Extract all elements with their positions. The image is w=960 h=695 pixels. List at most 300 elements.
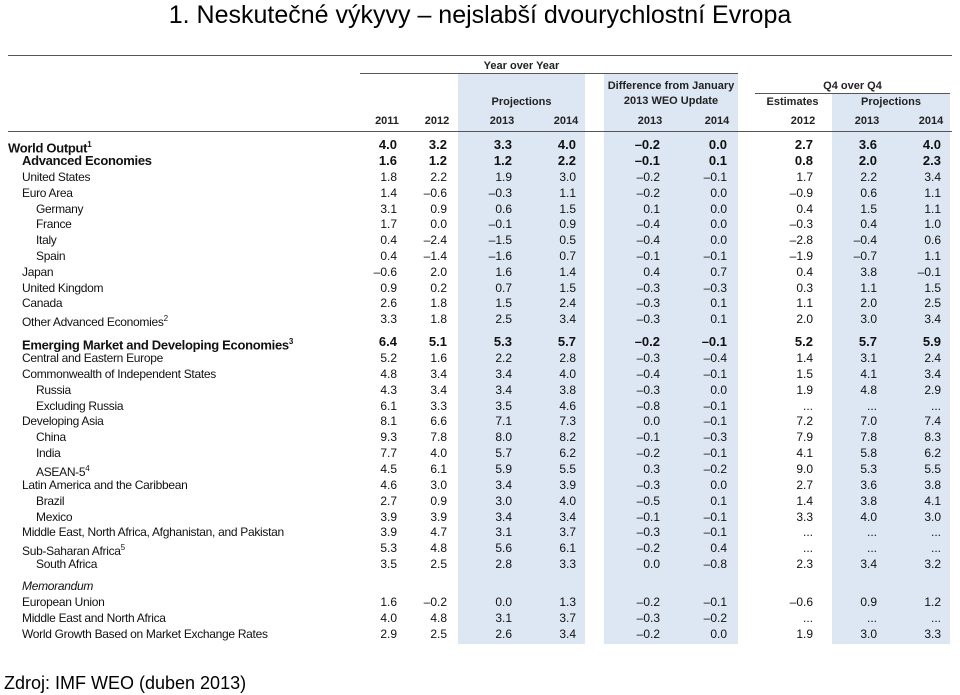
table-cell: 2.2 [430,170,447,184]
table-cell: 1.4 [796,351,813,365]
row-label [22,169,90,185]
table-cell: 0.0 [710,233,727,247]
table-cell: 2.6 [380,296,397,310]
table-cell: 2.3 [922,153,941,168]
table-cell: 4.6 [559,399,576,413]
table-cell: 2.2 [860,170,877,184]
table-cell: 3.0 [495,494,512,508]
top-rule [8,55,952,56]
table-cell: 1.3 [559,595,576,609]
table-cell: 0.1 [643,202,660,216]
table-cell: 7.0 [860,414,877,428]
table-cell: 3.1 [495,611,512,625]
table-cell: 5.5 [924,462,941,476]
table-cell: –0.2 [636,541,660,555]
table-cell: ... [802,611,813,625]
row-label-text: Italy [36,233,57,247]
table-cell: –0.2 [423,595,447,609]
footnote-marker: 5 [120,543,125,552]
table-row [0,540,960,556]
table-cell: 2.0 [796,312,813,326]
table-cell: 1.1 [924,186,941,200]
row-label-text: India [36,446,61,460]
table-row [0,334,960,353]
table-cell: 3.1 [380,202,397,216]
table-cell: –0.1 [703,414,727,428]
table-cell: 2.5 [430,557,447,571]
row-label [36,201,83,217]
row-label [22,626,268,642]
yoy-rule [360,73,738,74]
row-label [36,382,71,398]
table-cell: 7.1 [495,414,512,428]
table-cell: 3.3 [493,137,512,152]
table-cell: 3.0 [860,312,877,326]
header-q4-projections: Projections [861,96,921,108]
table-cell: 1.8 [430,296,447,310]
table-cell: 4.3 [380,383,397,397]
table-row [0,594,960,610]
table-cell: 7.8 [860,430,877,444]
row-label-text: Excluding Russia [36,399,124,413]
row-label-text: France [36,217,72,231]
table-cell: 3.4 [559,627,576,641]
table-cell: 3.8 [860,494,877,508]
table-cell: 0.7 [495,281,512,295]
footnote-marker: 4 [85,464,90,473]
table-cell: 4.7 [430,525,447,539]
row-label [22,413,104,429]
row-label [22,350,163,366]
table-cell: –0.2 [634,137,660,152]
table-row [0,280,960,296]
table-cell: 0.1 [710,494,727,508]
table-row [0,216,960,232]
table-cell: 7.3 [559,414,576,428]
table-cell: –0.1 [701,334,727,349]
table-cell: 0.8 [794,153,813,168]
table-row [0,461,960,477]
table-row [0,477,960,493]
table-row [0,169,960,185]
table-cell: 1.5 [559,281,576,295]
table-cell: –0.1 [917,265,941,279]
table-cell: 9.3 [380,430,397,444]
table-cell: –0.2 [636,186,660,200]
table-row [0,524,960,540]
header-difference-line1: Difference from January [607,80,735,92]
table-cell: 2.7 [796,478,813,492]
table-cell: 4.5 [380,462,397,476]
header-projections: Projections [491,96,552,108]
table-cell: 5.7 [557,334,576,349]
table-cell: 0.7 [710,265,727,279]
table-cell: –1.6 [488,249,512,263]
table-cell: 0.4 [796,265,813,279]
row-label-text: ASEAN-5 [36,465,86,479]
table-cell: –0.4 [703,351,727,365]
table-cell: 3.8 [924,478,941,492]
table-cell: 3.4 [924,367,941,381]
table-cell: 2.8 [559,351,576,365]
table-cell: 0.0 [710,217,727,231]
table-cell: 2.6 [495,627,512,641]
row-label [36,216,72,232]
table-cell: 1.2 [428,153,447,168]
row-label [36,445,61,461]
row-label [36,556,97,572]
table-cell: ... [930,541,941,555]
row-label-text: Developing Asia [22,414,104,428]
table-cell: 4.8 [430,541,447,555]
table-row [0,509,960,525]
table-row [0,493,960,509]
table-cell: 1.9 [796,383,813,397]
row-label-text: Middle East, North Africa, Afghanistan, and Pakistan [22,525,284,539]
table-cell: 5.8 [860,446,877,460]
table-cell: 3.3 [430,399,447,413]
row-label-text: European Union [22,595,105,609]
table-cell: 3.0 [559,170,576,184]
row-label [22,295,62,311]
table-cell: –0.3 [703,430,727,444]
table-cell: 1.5 [860,202,877,216]
table-row [0,382,960,398]
table-cell: 0.1 [710,312,727,326]
table-cell: 0.7 [559,249,576,263]
table-cell: ... [866,399,877,413]
table-cell: 2.0 [430,265,447,279]
table-cell: –0.8 [636,399,660,413]
table-cell: 0.0 [495,595,512,609]
table-row [0,556,960,572]
footnote-marker: 1 [87,140,92,149]
table-row [0,153,960,169]
table-cell: 0.0 [710,202,727,216]
table-cell: 3.3 [796,510,813,524]
table-cell: ... [866,541,877,555]
table-cell: 5.2 [380,351,397,365]
table-cell: 5.2 [794,334,813,349]
table-cell: 7.2 [796,414,813,428]
table-row [0,350,960,366]
table-cell: 3.4 [559,312,576,326]
table-cell: –0.3 [636,296,660,310]
table-cell: 5.7 [495,446,512,460]
table-row [0,413,960,429]
row-label-text: World Growth Based on Market Exchange Rates [22,627,268,641]
table-cell: 0.6 [924,233,941,247]
table-cell: 0.0 [643,414,660,428]
table-cell: –1.9 [789,249,813,263]
table-cell: 1.1 [796,296,813,310]
table-cell: 3.3 [559,557,576,571]
table-cell: 1.1 [559,186,576,200]
table-cell: –0.2 [636,170,660,184]
table-cell: 1.7 [380,217,397,231]
header-difference-line2: 2013 WEO Update [623,95,719,107]
table-cell: –1.4 [423,249,447,263]
table-cell: 3.2 [924,557,941,571]
table-cell: 1.1 [924,202,941,216]
table-cell: 2.5 [495,312,512,326]
table-cell: 4.0 [559,367,576,381]
table-row [0,610,960,626]
table-row [0,366,960,382]
table-cell: 5.5 [559,462,576,476]
row-label [22,366,216,382]
table-cell: 5.3 [860,462,877,476]
table-cell: ... [802,399,813,413]
table-cell: 5.9 [922,334,941,349]
table-cell: 5.9 [495,462,512,476]
table-cell: ... [802,541,813,555]
table-cell: 4.0 [922,137,941,152]
table-cell: ... [930,611,941,625]
table-cell: 3.0 [430,478,447,492]
table-cell: 2.9 [380,627,397,641]
table-cell: 3.5 [495,399,512,413]
table-cell: 2.9 [924,383,941,397]
row-label [36,509,72,525]
table-cell: 2.7 [794,137,813,152]
table-row [0,295,960,311]
table-cell: 3.7 [559,525,576,539]
row-label-text: Central and Eastern Europe [22,351,163,365]
table-cell: 6.6 [430,414,447,428]
table-cell: 1.5 [559,202,576,216]
table-cell: –0.1 [703,367,727,381]
table-cell: 1.4 [796,494,813,508]
table-cell: 3.6 [860,478,877,492]
row-label [22,594,105,610]
header-bottom-rule [8,131,952,132]
row-label [22,524,284,540]
table-cell: 4.0 [559,494,576,508]
table-cell: –0.3 [636,383,660,397]
row-label-text: Russia [36,383,71,397]
row-label [22,578,93,594]
table-cell: 0.0 [710,627,727,641]
q4-rule [755,93,950,94]
table-cell: –0.3 [636,312,660,326]
table-cell: 8.0 [495,430,512,444]
table-row [0,578,960,594]
table-cell: –0.1 [488,217,512,231]
table-cell: –0.4 [636,217,660,231]
table-cell: 4.1 [924,494,941,508]
table-cell: 1.8 [430,312,447,326]
table-cell: 6.4 [378,334,397,349]
table-cell: 3.3 [380,312,397,326]
table-cell: 1.5 [796,367,813,381]
table-cell: –0.1 [703,595,727,609]
table-cell: 9.0 [796,462,813,476]
table-cell: 6.2 [924,446,941,460]
row-label-text: Commonwealth of Independent States [22,367,216,381]
table-cell: 0.4 [380,233,397,247]
table-cell: –2.8 [789,233,813,247]
table-cell: 0.1 [708,153,727,168]
table-cell: 4.0 [557,137,576,152]
table-cell: –0.6 [373,265,397,279]
table-cell: 2.2 [495,351,512,365]
row-label-text: Canada [22,296,63,310]
table-cell: 0.3 [796,281,813,295]
table-cell: 3.4 [559,510,576,524]
row-label [22,610,166,626]
table-cell: 0.4 [643,265,660,279]
table-cell: 2.5 [924,296,941,310]
table-cell: 3.9 [380,510,397,524]
table-cell: 2.3 [796,557,813,571]
table-cell: 3.0 [860,627,877,641]
table-cell: –0.3 [636,351,660,365]
table-cell: 5.3 [493,334,512,349]
table-cell: 2.0 [858,153,877,168]
table-cell: 7.4 [924,414,941,428]
table-cell: –0.4 [636,367,660,381]
table-cell: –0.1 [636,249,660,263]
table-row [0,201,960,217]
year-header-5: 2014 [704,115,730,127]
row-label [22,185,73,201]
table-cell: –0.4 [853,233,877,247]
header-estimates: Estimates [766,96,819,108]
row-label-text: Middle East and North Africa [22,611,166,625]
table-cell: 4.0 [860,510,877,524]
table-cell: 5.6 [495,541,512,555]
table-cell: 3.2 [428,137,447,152]
row-label-text: Germany [36,202,84,216]
row-label-text: Sub-Saharan Africa [22,544,121,558]
table-cell: –0.3 [488,186,512,200]
table-cell: 6.1 [380,399,397,413]
table-cell: –0.9 [789,186,813,200]
table-cell: 5.3 [380,541,397,555]
table-cell: 0.9 [430,202,447,216]
table-cell: 4.6 [380,478,397,492]
table-cell: 4.8 [860,383,877,397]
row-label [36,429,66,445]
table-cell: 3.7 [559,611,576,625]
table-cell: 0.9 [860,595,877,609]
table-cell: –0.1 [703,249,727,263]
table-cell: 4.1 [796,446,813,460]
table-cell: 0.0 [430,217,447,231]
table-cell: 3.5 [380,557,397,571]
table-row [0,626,960,642]
row-label [22,153,152,169]
table-cell: 4.8 [430,611,447,625]
table-cell: –0.3 [636,281,660,295]
table-cell: 1.6 [430,351,447,365]
year-header-3: 2014 [553,115,579,127]
table-cell: –0.2 [636,595,660,609]
row-label-text: Euro Area [22,186,73,200]
table-row [0,248,960,264]
table-row [0,137,960,156]
row-label [22,477,187,493]
row-label-text: World Output [8,140,88,156]
table-cell: 2.8 [495,557,512,571]
table-cell: –0.5 [636,494,660,508]
table-cell: 0.4 [380,249,397,263]
row-label-text: United Kingdom [22,281,104,295]
table-cell: 4.1 [860,367,877,381]
table-cell: –0.3 [636,611,660,625]
table-cell: 8.1 [380,414,397,428]
table-cell: 2.4 [559,296,576,310]
table-cell: 0.0 [710,186,727,200]
growth-projections-table [0,54,960,644]
table-cell: 1.9 [495,170,512,184]
table-cell: 8.3 [924,430,941,444]
table-cell: –0.8 [703,557,727,571]
year-header-7: 2013 [854,115,880,127]
table-cell: –0.2 [634,334,660,349]
table-cell: 1.4 [559,265,576,279]
table-cell: 1.9 [796,627,813,641]
table-cell: 0.0 [643,557,660,571]
table-cell: 0.1 [710,296,727,310]
row-label-text: China [36,430,66,444]
table-cell: 1.1 [860,281,877,295]
table-cell: –0.1 [703,399,727,413]
table-cell: 0.5 [559,233,576,247]
table-row [0,429,960,445]
table-cell: ... [866,611,877,625]
table-cell: –0.1 [703,525,727,539]
table-cell: 2.7 [380,494,397,508]
table-cell: –0.1 [703,170,727,184]
table-cell: 1.2 [924,595,941,609]
row-label [36,248,65,264]
table-cell: –0.7 [853,249,877,263]
table-cell: 0.4 [710,541,727,555]
year-header-8: 2014 [918,115,944,127]
table-cell: 1.6 [378,153,397,168]
table-cell: 1.6 [380,595,397,609]
table-row [0,264,960,280]
table-row [0,445,960,461]
table-cell: 0.9 [430,494,447,508]
table-cell: –0.1 [636,430,660,444]
table-cell: 0.6 [860,186,877,200]
row-label [36,493,64,509]
table-row [0,311,960,327]
table-cell: ... [802,525,813,539]
table-cell: –0.4 [636,233,660,247]
slide-title: 1. Neskutečné výkyvy – nejslabší dvourychlostní Evropa [168,1,792,29]
table-cell: –0.3 [703,281,727,295]
table-cell: 2.5 [430,627,447,641]
table-cell: ... [866,525,877,539]
table-cell: 0.2 [430,281,447,295]
table-cell: –0.3 [789,217,813,231]
table-cell: 0.0 [710,478,727,492]
table-cell: 1.4 [380,186,397,200]
row-label-text: Other Advanced Economies [22,315,164,329]
table-cell: 1.8 [380,170,397,184]
table-cell: –0.3 [636,478,660,492]
table-cell: –0.1 [703,510,727,524]
table-cell: 2.4 [924,351,941,365]
table-cell: 3.6 [858,137,877,152]
row-label-text: Advanced Economies [22,153,152,168]
table-cell: 1.1 [924,249,941,263]
table-cell: –0.6 [423,186,447,200]
